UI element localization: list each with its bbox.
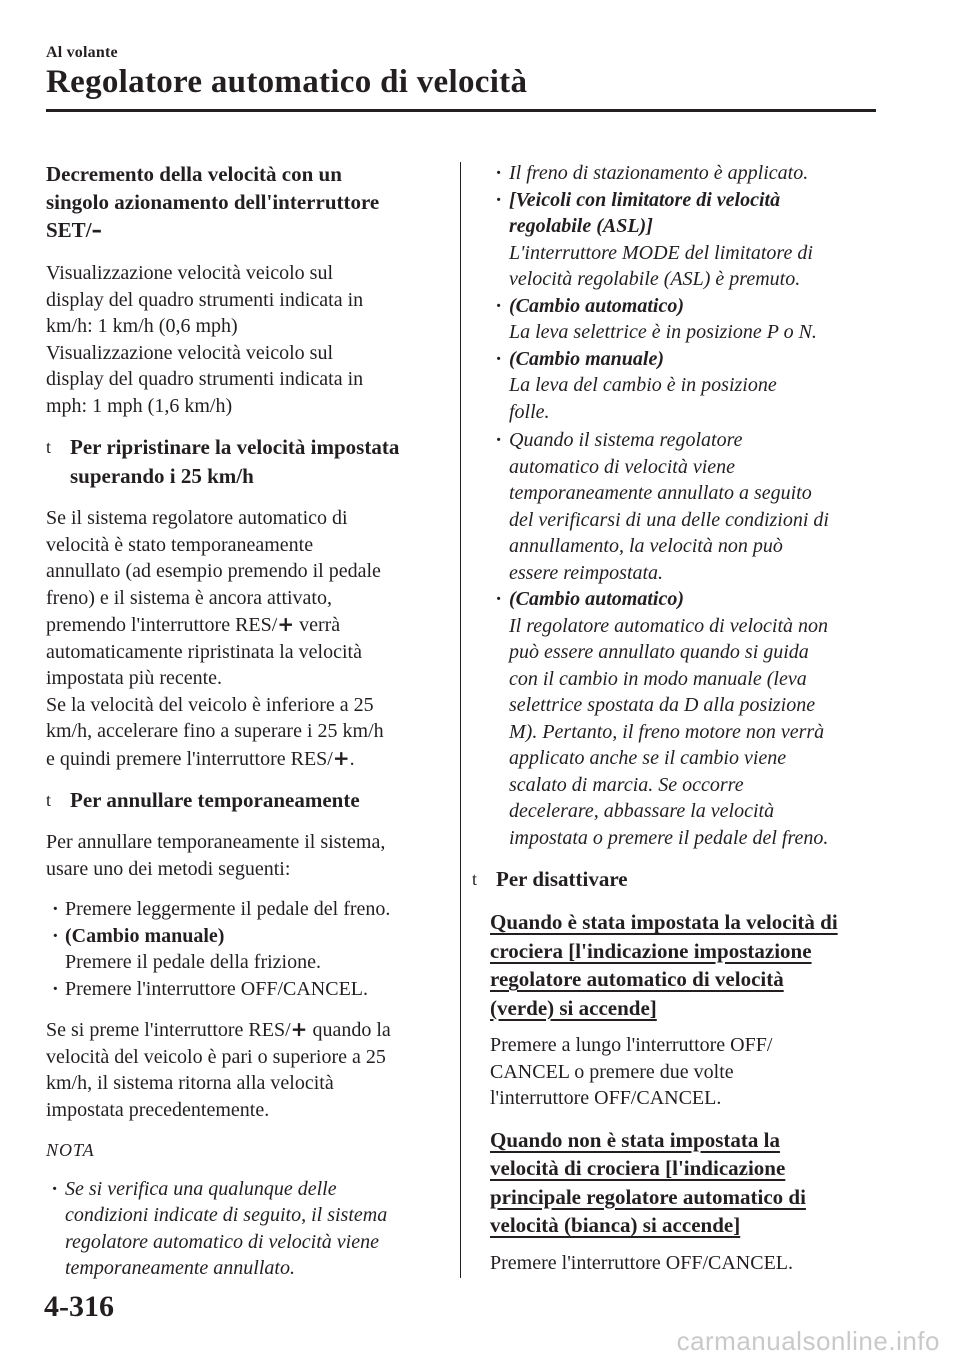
text-line: km/h: 1 km/h (0,6 mph) bbox=[46, 315, 238, 337]
note-sub-list bbox=[472, 160, 890, 425]
text-line: Se il sistema regolatore automatico di bbox=[46, 507, 348, 529]
text-line: condizioni indicate di seguito, il sistema bbox=[65, 1204, 388, 1226]
list-item-title: (Cambio automatico) bbox=[509, 294, 684, 317]
text-line: temporaneamente annullato. bbox=[65, 1257, 295, 1279]
underlined-heading-cruise-not-set bbox=[490, 1126, 890, 1240]
text-line: premendo l'interruttore RES/ bbox=[46, 614, 278, 636]
text-line: folle. bbox=[509, 400, 550, 423]
text-fragment: . bbox=[349, 747, 355, 770]
plus-symbol: + bbox=[332, 745, 350, 770]
header-rule bbox=[46, 109, 876, 112]
list-item-text: Premere il pedale della frizione. bbox=[65, 951, 321, 973]
heading-line: singolo azionamento dell'interruttore bbox=[46, 190, 380, 214]
text-fragment: quando la bbox=[307, 1019, 391, 1041]
heading-line: SET/ bbox=[46, 218, 92, 242]
paragraph-speed-display bbox=[46, 260, 444, 419]
text-line: del verificarsi di una delle condizioni di bbox=[509, 508, 829, 531]
plus-symbol: + bbox=[290, 1017, 308, 1041]
list-item bbox=[46, 1176, 444, 1282]
minus-symbol: – bbox=[91, 218, 103, 242]
text-line: e quindi premere l'interruttore RES/ bbox=[46, 747, 333, 770]
list-item-title: [Veicoli con limitatore di velocità bbox=[509, 188, 781, 211]
text-line: km/h, accelerare fino a superare i 25 km/h bbox=[46, 720, 384, 742]
text-line: l'interruttore OFF/CANCEL. bbox=[490, 1087, 722, 1109]
left-column bbox=[46, 160, 444, 1296]
list-item-title: regolabile (ASL)] bbox=[509, 215, 653, 237]
text-fragment: Se si preme l'interruttore RES/ bbox=[46, 1019, 291, 1041]
text-line: L'interruttore MODE del limitatore di bbox=[509, 241, 813, 264]
text-line: velocità è stato temporaneamente bbox=[46, 533, 314, 556]
bullet-marker-icon bbox=[46, 786, 70, 815]
right-column bbox=[490, 160, 890, 1290]
text-line: principale regolatore automatico di bbox=[490, 1184, 806, 1209]
text-line: La leva del cambio è in posizione bbox=[509, 374, 777, 396]
text-line: Se la velocità del veicolo è inferiore a 25 bbox=[46, 693, 374, 716]
watermark: carmanualsonline.info bbox=[676, 1326, 940, 1356]
text-line: velocità di crociera [l'indicazione bbox=[490, 1156, 786, 1180]
list-item bbox=[472, 346, 890, 426]
subheading-text: Per disattivare bbox=[496, 867, 628, 891]
text-line: usare uno dei metodi seguenti: bbox=[46, 857, 291, 880]
text-line: Quando il sistema regolatore bbox=[509, 429, 743, 451]
text-line: automaticamente ripristinata la velocità bbox=[46, 640, 362, 663]
list-item-title: (Cambio automatico) bbox=[509, 588, 684, 610]
text-line: display del quadro strumenti indicata in bbox=[46, 368, 364, 390]
bullet-marker-icon bbox=[472, 865, 496, 894]
text-line: impostata o premere il pedale del freno. bbox=[509, 826, 829, 849]
subheading-cancel-temporarily bbox=[46, 786, 444, 815]
bullet-marker-icon bbox=[46, 433, 70, 491]
text-line: Il regolatore automatico di velocità non bbox=[509, 614, 829, 637]
text-line: display del quadro strumenti indicata in bbox=[46, 288, 364, 311]
text-line: crociera [l'indicazione impostazione bbox=[490, 938, 812, 963]
text-fragment: verrà bbox=[294, 614, 341, 636]
paragraph-restore bbox=[46, 505, 444, 772]
page-number: 4-316 bbox=[44, 1290, 114, 1323]
text-line: M). Pertanto, il freno motore non verrà bbox=[509, 720, 825, 743]
text-line: regolatore automatico di velocità bbox=[490, 967, 784, 991]
text-line: impostata precedentemente. bbox=[46, 1098, 270, 1121]
text-line: annullato (ad esempio premendo il pedale bbox=[46, 560, 381, 582]
heading-line: Decremento della velocità con un bbox=[46, 162, 342, 186]
text-line: freno) e il sistema è ancora attivato, bbox=[46, 586, 332, 609]
text-line: km/h, il sistema ritorna alla velocità bbox=[46, 1072, 334, 1094]
section-label: Al volante bbox=[46, 44, 118, 61]
list-item bbox=[46, 923, 444, 976]
paragraph-cancel bbox=[46, 829, 444, 882]
text-line: scalato di marcia. Se occorre bbox=[509, 773, 744, 796]
text-line: superando i 25 km/h bbox=[70, 464, 254, 488]
paragraph-res-press bbox=[46, 1016, 444, 1123]
text-line: con il cambio in modo manuale (leva bbox=[509, 667, 807, 690]
text-line: velocità regolabile (ASL) è premuto. bbox=[509, 268, 801, 290]
column-divider bbox=[460, 162, 461, 1278]
subheading-text bbox=[70, 433, 399, 491]
text-line: mph: 1 mph (1,6 km/h) bbox=[46, 394, 233, 417]
text-line: automatico di velocità viene bbox=[509, 455, 736, 478]
subheading-deactivate bbox=[472, 865, 890, 894]
text-line: Quando non è stata impostata la bbox=[490, 1127, 780, 1152]
list-item bbox=[490, 427, 890, 586]
text-line: Visualizzazione velocità veicolo sul bbox=[46, 341, 334, 364]
text-line: essere reimpostata. bbox=[509, 561, 664, 584]
paragraph-press-off bbox=[490, 1250, 890, 1277]
list-item-text: Premere leggermente il pedale del freno. bbox=[65, 898, 391, 920]
subheading-restore-speed bbox=[46, 433, 444, 491]
section-heading-decrement bbox=[46, 160, 444, 244]
note-list-continued bbox=[490, 427, 890, 851]
list-item-text: Premere l'interruttore OFF/CANCEL. bbox=[65, 977, 368, 1000]
list-item bbox=[46, 896, 444, 923]
text-line: velocità (bianca) si accende] bbox=[490, 1213, 741, 1237]
list-item bbox=[472, 293, 890, 346]
plus-symbol: + bbox=[277, 612, 295, 636]
text-line: Premere a lungo l'interruttore OFF/ bbox=[490, 1034, 773, 1056]
list-item bbox=[490, 586, 890, 851]
text-line: velocità del veicolo è pari o superiore a 25 bbox=[46, 1045, 386, 1068]
text-line: annullamento, la velocità non può bbox=[509, 535, 783, 557]
text-line: regolatore automatico di velocità viene bbox=[65, 1230, 379, 1253]
cancel-methods-list bbox=[46, 896, 444, 1002]
list-item bbox=[472, 160, 890, 187]
page-title: Regolatore automatico di velocità bbox=[46, 64, 528, 100]
text-line: può essere annullato quando si guida bbox=[509, 641, 809, 663]
text-line: Per ripristinare la velocità impostata bbox=[70, 435, 400, 459]
text-line: Premere l'interruttore OFF/CANCEL. bbox=[490, 1251, 793, 1274]
text-line: Per annullare temporaneamente il sistema, bbox=[46, 831, 386, 853]
paragraph-long-press bbox=[490, 1032, 890, 1112]
underlined-heading-cruise-set bbox=[490, 908, 890, 1022]
list-item bbox=[46, 976, 444, 1003]
text-line: decelerare, abbassare la velocità bbox=[509, 800, 775, 822]
note-list bbox=[46, 1176, 444, 1282]
list-item-title: (Cambio manuale) bbox=[509, 347, 665, 370]
note-label: NOTA bbox=[46, 1140, 95, 1160]
subheading-text: Per annullare temporaneamente bbox=[70, 788, 360, 812]
text-line: CANCEL o premere due volte bbox=[490, 1060, 734, 1083]
list-item-title: (Cambio manuale) bbox=[65, 924, 225, 947]
list-item bbox=[472, 187, 890, 293]
text-line: applicato anche se il cambio viene bbox=[509, 747, 787, 769]
list-item-text: La leva selettrice è in posizione P o N. bbox=[509, 321, 817, 343]
text-line: Quando è stata impostata la velocità di bbox=[490, 910, 838, 934]
text-line: (verde) si accende] bbox=[490, 995, 657, 1020]
text-line: selettrice spostata da D alla posizione bbox=[509, 694, 816, 716]
text-line: Visualizzazione velocità veicolo sul bbox=[46, 262, 334, 284]
text-line: Se si verifica una qualunque delle bbox=[65, 1177, 337, 1200]
text-line: impostata più recente. bbox=[46, 667, 223, 689]
text-line: temporaneamente annullato a seguito bbox=[509, 482, 812, 504]
list-item-text: Il freno di stazionamento è applicato. bbox=[509, 162, 809, 184]
